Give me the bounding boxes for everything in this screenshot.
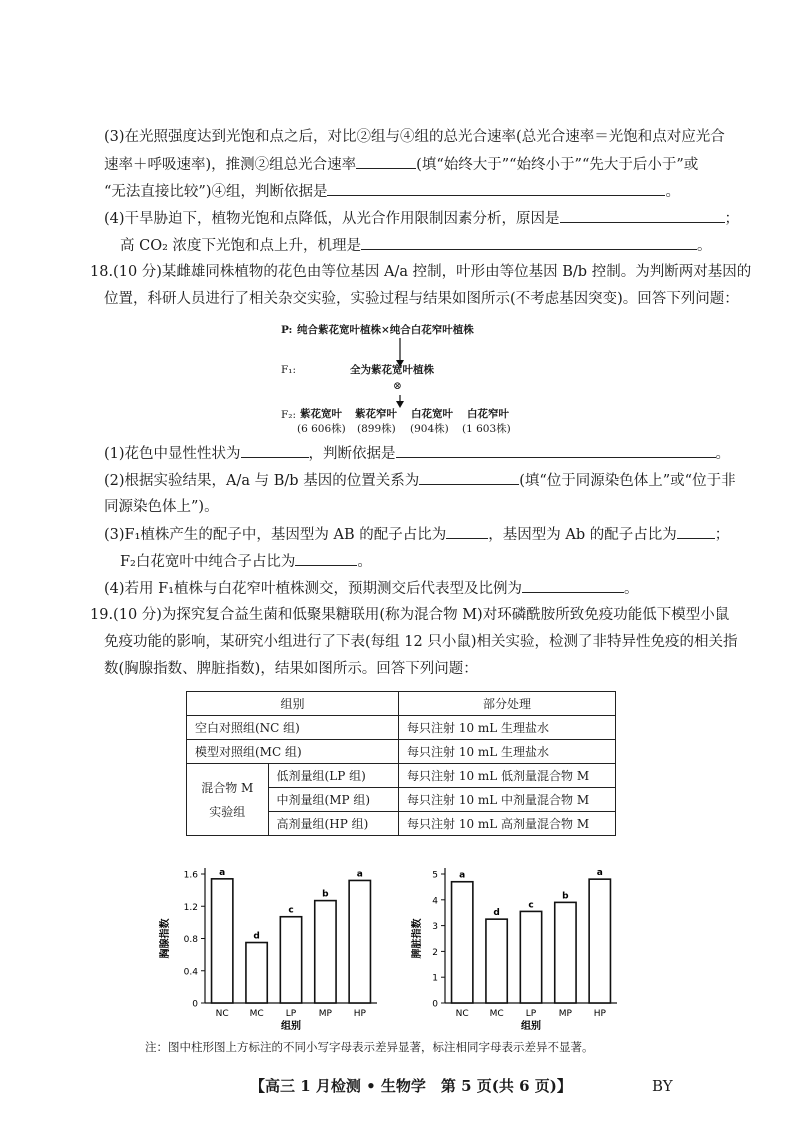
q18-3-cont-end: 。	[357, 554, 372, 570]
table-cell: 高剂量组(HP 组)	[268, 812, 398, 836]
q18-2	[104, 470, 736, 491]
f2-count-4: (1 603株)	[462, 423, 511, 435]
x-tick-label: MC	[489, 1009, 504, 1019]
bar	[555, 902, 576, 1003]
q18-4-text: (4)若用 F₁植株与白花窄叶植株测交，预期测交后代表型及比例为	[104, 581, 523, 597]
x-tick-label: LP	[285, 1009, 297, 1019]
y-tick-label: 4	[432, 896, 438, 907]
q19-intro-line3: 数(胸腺指数、脾脏指数)，结果如图所示。回答下列问题：	[104, 661, 478, 677]
significance-letter: d	[253, 931, 260, 942]
y-tick-label: 1	[432, 973, 438, 984]
q18-4-end: 。	[624, 581, 639, 597]
significance-letter: b	[562, 891, 569, 902]
q18-3-mid: ，基因型为 Ab 的配子占比为	[488, 527, 677, 543]
table-header-row	[187, 692, 616, 716]
cross-f1-text: 全为紫花宽叶植株	[350, 364, 434, 376]
q17-3-line2-tail: (填“始终大于”“始终小于”“先大于后小于”或	[416, 157, 699, 173]
cross-p-label: P:	[281, 324, 293, 336]
footer-page-info: 【高三 1 月检测 • 生物学 第 5 页(共 6 页)】	[250, 1077, 572, 1095]
mix-label-1: 混合物 M	[201, 780, 254, 795]
x-tick-label: MP	[558, 1009, 573, 1019]
q18-3-text: (3)F₁植株产生的配子中，基因型为 AB 的配子占比为	[104, 527, 447, 543]
bar	[520, 911, 541, 1003]
significance-letter: d	[493, 908, 500, 919]
significance-letter: a	[596, 868, 603, 879]
table-cell-mix	[187, 764, 269, 836]
mix-label-2: 实验组	[209, 804, 246, 819]
y-axis-label: 脾脏指数	[412, 918, 423, 959]
answer-blank[interactable]	[446, 524, 488, 539]
y-axis-label: 胸腺指数	[160, 918, 171, 959]
significance-letter: c	[528, 900, 534, 911]
q17-3-line1: (3)在光照强度达到光饱和点之后，对比②组与④组的总光合速率(总光合速率＝光饱和点对应光合	[104, 129, 725, 145]
x-tick-label: NC	[215, 1009, 229, 1019]
y-tick-label: 0.8	[183, 935, 198, 945]
bar	[486, 919, 507, 1003]
y-tick-label: 5	[432, 870, 438, 881]
spleen-index-chart	[400, 860, 630, 1040]
significance-letter: a	[459, 870, 466, 881]
x-tick-label: HP	[353, 1009, 366, 1019]
footer-code: BY	[652, 1077, 673, 1095]
table-cell: 每只注射 10 mL 高剂量混合物 M	[399, 812, 616, 836]
answer-blank[interactable]	[295, 551, 357, 566]
q18-intro-line2: 位置，科研人员进行了相关杂交实验，实验过程与结果如图所示(不考虑基因突变)。回答下列问题：	[104, 291, 739, 307]
significance-letter: a	[219, 867, 226, 878]
thymus-index-chart	[150, 860, 390, 1040]
y-tick-label: 1.2	[183, 902, 198, 913]
bar	[315, 901, 336, 1003]
f2-type-2: 紫花窄叶	[355, 408, 397, 420]
table-cell: 每只注射 10 mL 中剂量混合物 M	[399, 788, 616, 812]
x-tick-label: HP	[593, 1009, 606, 1019]
table-cell: 中剂量组(MP 组)	[268, 788, 398, 812]
table-cell: 低剂量组(LP 组)	[268, 764, 398, 788]
x-tick-label: NC	[455, 1009, 469, 1019]
q18-intro-line1: 18.(10 分)某雌雄同株植物的花色由等位基因 A/a 控制，叶形由等位基因 B/b 控制。为判断两对基因的	[90, 264, 752, 280]
q17-4-line1-text: (4)干旱胁迫下，植物光饱和点降低，从光合作用限制因素分析，原因是	[104, 211, 560, 227]
cross-f1-label: F₁:	[281, 364, 297, 376]
bar	[452, 882, 473, 1003]
x-tick-label: LP	[525, 1009, 537, 1019]
bar	[280, 917, 301, 1003]
f2-type-4: 白花窄叶	[467, 408, 509, 420]
y-tick-label: 2	[432, 947, 438, 958]
f2-count-2: (899株)	[357, 423, 396, 435]
table-row	[187, 716, 616, 740]
f2-count-3: (904株)	[410, 423, 449, 435]
y-tick-label: 3	[432, 922, 438, 933]
x-tick-label: MP	[318, 1009, 333, 1019]
table-cell: 每只注射 10 mL 生理盐水	[399, 716, 616, 740]
f2-type-1: 紫花宽叶	[300, 408, 342, 420]
f2-type-3: 白花宽叶	[411, 408, 453, 420]
q18-3-end: ；	[714, 527, 730, 543]
cross-p-text: 纯合紫花宽叶植株×纯合白花窄叶植株	[297, 324, 474, 336]
q18-3-cont-text: F₂白花宽叶中纯合子占比为	[120, 554, 296, 570]
y-tick-label: 1.6	[183, 870, 198, 881]
table-row	[187, 764, 616, 788]
q17-3-line3-end: 。	[665, 184, 680, 200]
q19-intro-line2: 免疫功能的影响，某研究小组进行了下表(每组 12 只小鼠)相关实验，检测了非特异性免疫的相关指	[104, 634, 738, 650]
q18-1-end: 。	[715, 446, 731, 462]
q18-3-cont	[120, 551, 372, 572]
chart-note: 注：图中柱形图上方标注的不同小写字母表示差异显著，标注相同字母表示差异不显著。	[145, 1040, 594, 1054]
table-cell: 模型对照组(MC 组)	[187, 740, 399, 764]
table-cell: 空白对照组(NC 组)	[187, 716, 399, 740]
q17-3-line2-text: 速率＋呼吸速率)，推测②组总光合速率	[104, 157, 357, 173]
q18-4	[104, 578, 639, 599]
experiment-table	[186, 691, 616, 836]
significance-letter: b	[322, 889, 329, 900]
cross-self-symbol: ⊗	[393, 380, 402, 392]
table-row	[187, 740, 616, 764]
table-header-treatment: 部分处理	[399, 692, 616, 716]
answer-blank[interactable]	[522, 578, 624, 593]
answer-blank[interactable]	[396, 443, 716, 458]
x-tick-label: MC	[249, 1009, 264, 1019]
cross-f2-label: F₂:	[281, 409, 297, 421]
q18-1-text: (1)花色中显性性状为	[104, 446, 241, 462]
y-tick-label: 0	[192, 999, 198, 1010]
y-tick-label: 0.4	[183, 967, 198, 978]
q18-2-text: (2)根据实验结果，A/a 与 B/b 基因的位置关系为	[104, 473, 420, 489]
q18-1-mid: ，判断依据是	[308, 446, 396, 462]
table-header-group: 组别	[187, 692, 399, 716]
q17-4-line1-end: ；	[724, 211, 740, 227]
q17-4-line2-text: 高 CO₂ 浓度下光饱和点上升，机理是	[120, 238, 362, 254]
significance-letter: a	[356, 869, 363, 880]
q19-intro-line1: 19.(10 分)为探究复合益生菌和低聚果糖联用(称为混合物 M)对环磷酰胺所致免疫功能低下模型小鼠	[90, 607, 730, 623]
answer-blank[interactable]	[419, 470, 519, 485]
y-tick-label: 0	[432, 999, 438, 1010]
bar	[349, 880, 370, 1003]
significance-letter: c	[288, 905, 294, 916]
q18-2-tail: (填“位于同源染色体上”或“位于非	[519, 473, 736, 489]
q18-3	[104, 524, 729, 545]
table-cell: 每只注射 10 mL 生理盐水	[399, 740, 616, 764]
q18-2-cont: 同源染色体上”)。	[104, 499, 219, 515]
x-axis-label: 组别	[281, 1021, 301, 1032]
x-axis-label: 组别	[521, 1021, 541, 1032]
q18-1	[104, 443, 730, 464]
bar	[589, 879, 610, 1003]
bar	[212, 879, 233, 1003]
answer-blank[interactable]	[677, 524, 715, 539]
f2-count-1: (6 606株)	[297, 423, 346, 435]
bar	[246, 943, 267, 1003]
table-cell: 每只注射 10 mL 低剂量混合物 M	[399, 764, 616, 788]
q17-4-line2-end: 。	[697, 238, 712, 254]
q17-3-line3-text: “无法直接比较”)④组，判断依据是	[104, 184, 328, 200]
answer-blank[interactable]	[241, 443, 309, 458]
